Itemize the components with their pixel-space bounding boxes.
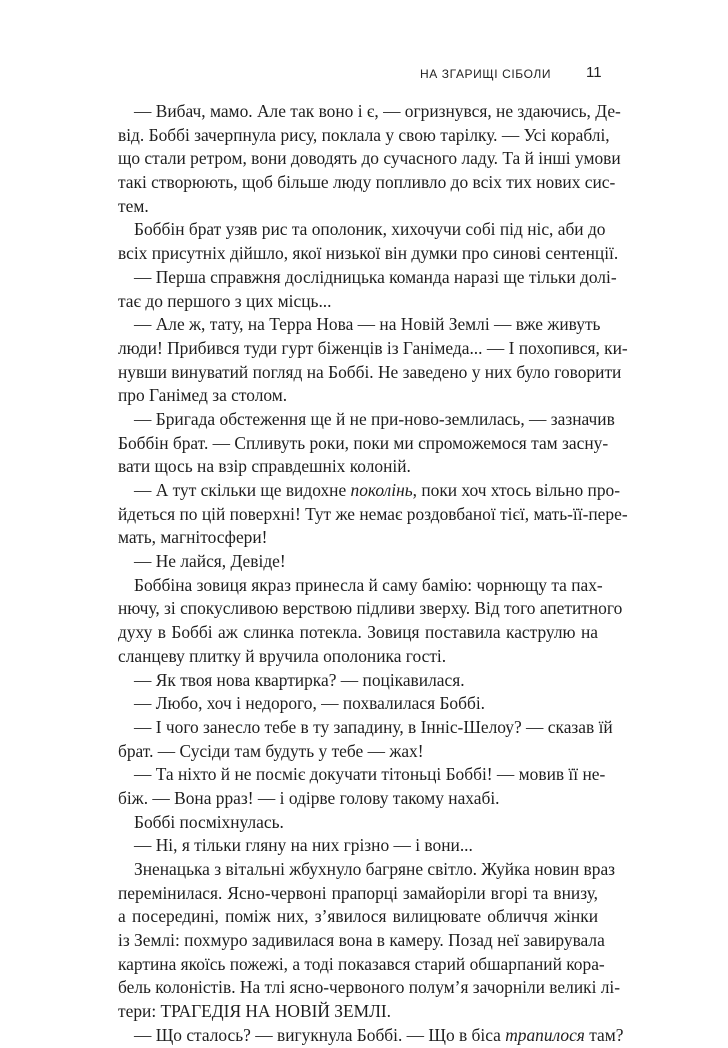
text-line: духу в Боббі аж слинка потекла. Зовиця поставила каструлю на <box>118 622 598 643</box>
text-line: — Але ж, тату, на Терра Нова — на Новій Землі — вже живуть <box>134 314 601 335</box>
text-line: від. Боббі зачерпнула рису, поклала у свою тарілку. — Усі кораблі, <box>118 124 610 145</box>
body-text <box>118 100 628 1048</box>
text-line: тає до першого з цих місць... <box>118 290 332 311</box>
text-line: — Не лайся, Девіде! <box>134 551 286 572</box>
text-line: тери: ТРАГЕДІЯ НА НОВІЙ ЗЕМЛІ. <box>118 1001 392 1022</box>
text-line: Боббін брат узяв рис та ополоник, хихочучи собі під ніс, аби до <box>134 219 606 240</box>
text-line: — Бригада обстеження ще й не при-ново-землилась, — зазначив <box>134 408 615 429</box>
text-line: бель колоністів. На тлі ясно-червоного полум’я зачорніли великі лі- <box>118 977 621 998</box>
text-line: — Любо, хоч і недорого, — похвалилася Боббі. <box>134 693 485 714</box>
text-line: картина якоїсь пожежі, а тоді показався старий обшарпаний кора- <box>118 953 605 974</box>
text-line: тем. <box>118 195 149 216</box>
page-number: 11 <box>586 64 602 81</box>
text-line: — І чого занесло тебе в ту западину, в Інніс-Шелоу? — сказав їй <box>134 716 613 737</box>
text-line: перемінилася. Ясно-червоні прапорці замайоріли вгорі та внизу, <box>118 882 598 903</box>
text-line: — Як твоя нова квартирка? — поцікавилася. <box>134 669 465 690</box>
text-line: — Та ніхто й не посміє докучати тітоньці Боббі! — мовив її не- <box>134 764 606 785</box>
text-line: — А тут скільки ще видохне поколінь, поки хоч хтось вільно про- <box>134 480 621 500</box>
running-header <box>0 66 728 86</box>
text-line: а посередині, поміж них, з’явилося вилицювате обличчя жінки <box>118 906 598 927</box>
running-title: НА ЗГАРИЩІ СІБОЛИ <box>420 67 552 81</box>
text-line: Зненацька з вітальні жбухнуло багряне світло. Жуйка новин враз <box>134 859 616 879</box>
text-line: біж. — Вона рраз! — і одірве голову такому нахабі. <box>118 787 500 808</box>
text-line: всіх присутніх дійшло, якої низької він думки про синові сентенції. <box>118 243 619 264</box>
text-line: — Що сталось? — вигукнула Боббі. — Що в біса трапилося там? <box>134 1024 624 1045</box>
text-line: — Перша справжня дослідницька команда наразі ще тільки долі- <box>134 266 617 287</box>
text-line: — Вибач, мамо. Але так воно і є, — огризнувся, не здаючись, Де- <box>134 101 621 121</box>
text-line: брат. — Сусіди там будуть у тебе — жах! <box>118 740 424 761</box>
text-line: із Землі: похмуро задивилася вона в камеру. Позад неї завирувала <box>118 930 605 951</box>
text-line: сланцеву плитку й вручила ополоника гості. <box>118 645 447 666</box>
text-line: Боббін брат. — Спливуть роки, поки ми спроможемося там засну- <box>118 432 609 453</box>
text-line: мать, магнітосфери! <box>118 527 268 548</box>
text-line: Боббіна зовиця якраз принесла й саму бамію: чорнющу та пах- <box>134 574 603 595</box>
text-line: йдеться по цій поверхні! Тут же немає роздовбаної тієї, мать-її-пере- <box>118 503 628 524</box>
text-line: про Ганімед за столом. <box>118 385 288 406</box>
text-line: такі створюють, щоб більше люду попливло до всіх тих нових сис- <box>118 172 616 193</box>
text-line: — Ні, я тільки гляну на них грізно — і вони... <box>134 835 473 856</box>
text-line: нувши винуватий погляд на Боббі. Не заведено у них було говорити <box>118 361 622 382</box>
text-line: що стали ретром, вони доводять до сучасного ладу. Та й інші умови <box>118 148 621 169</box>
text-line: нючу, зі спокусливою верствою підливи зверху. Від того апетитного <box>118 598 623 619</box>
text-line: Боббі посміхнулась. <box>134 811 284 832</box>
text-line: люди! Прибився туди гурт біженців із Ганімеда... — І похопився, ки- <box>118 337 628 358</box>
text-line: вати щось на взір справдешніх колоній. <box>118 456 411 477</box>
